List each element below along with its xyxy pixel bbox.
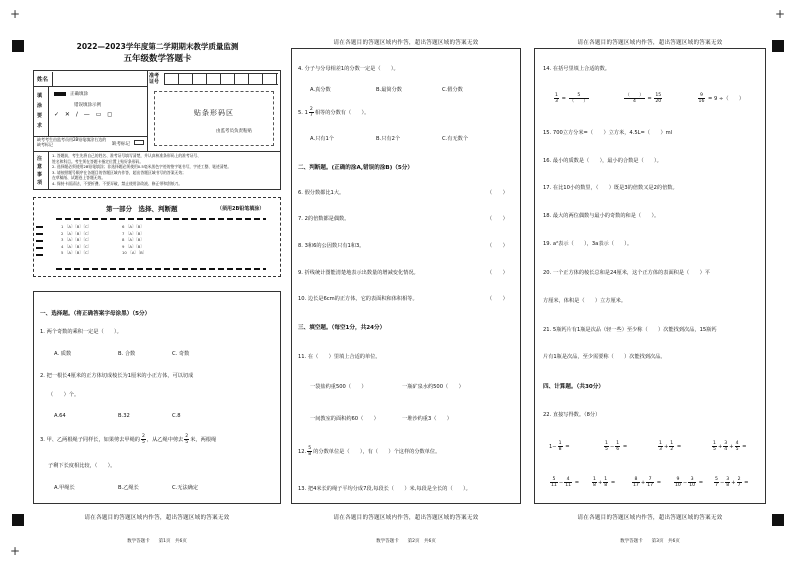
question-16: 16. 最小的质数是（ ），最小的合数是（ ）。 bbox=[543, 158, 662, 164]
wrong-fill-samples: ✓ ✕ ∕ — ▭ ◻ bbox=[54, 111, 115, 118]
calc-6[interactable]: $\frac{1}{8}$ + $\frac{1}{8}$ = bbox=[593, 477, 616, 488]
judge-6-answer[interactable]: （ ） bbox=[487, 190, 508, 196]
judge-6: 6. 假分数都比1大。 bbox=[298, 190, 345, 196]
question-3-line2: 子剩下长度相比较，（ ）。 bbox=[48, 463, 116, 469]
page3-bottom-notice: 请在各题目的答题区域内作答，超出答题区域的答案无效 bbox=[577, 515, 723, 521]
name-field[interactable] bbox=[52, 72, 147, 86]
absent-mark-box[interactable] bbox=[134, 140, 144, 145]
bubble-row[interactable]: 3 〔A〕〔B〕〔C〕 bbox=[61, 237, 92, 242]
calc-5[interactable]: $\frac{5}{11}$ − $\frac{4}{11}$ = bbox=[551, 477, 580, 488]
calc-7[interactable]: $\frac{8}{17}$ + $\frac{7}{17}$ = bbox=[633, 477, 662, 488]
q4-option-a: A.真分数 bbox=[310, 87, 331, 93]
section2-title: 二、判断题。(正确的涂A,错误的涂B)（5分） bbox=[298, 165, 413, 171]
wrong-fill-label: 错误填涂示例 bbox=[74, 103, 101, 108]
q3-fraction-1: $\frac{2}{5}$ bbox=[141, 434, 145, 445]
judge-7-answer[interactable]: （ ） bbox=[487, 216, 508, 222]
bubble-row[interactable]: 2 〔A〕〔B〕〔C〕 bbox=[61, 230, 92, 236]
calc-3[interactable]: $\frac{1}{3}$ + $\frac{1}{2}$ = bbox=[659, 441, 682, 452]
q1-option-a: A. 质数 bbox=[54, 351, 72, 357]
q5-option-b: B.只有2个 bbox=[376, 136, 401, 142]
student-info-panel bbox=[33, 70, 281, 190]
q11-item-4[interactable]: 一堆沙约重3（ ） bbox=[402, 416, 452, 422]
question-4: 4. 分子与分母相差1的分数一定是（ ）。 bbox=[298, 66, 399, 72]
q11-item-1[interactable]: 一袋盐约重500（ ） bbox=[310, 384, 367, 390]
question-21-line2: 片有1瓶是次品，至少需要称（ ）次能找到次品。 bbox=[543, 354, 666, 360]
question-17: 17. 在比10小的数里，（ ）既是3的倍数又是2的倍数。 bbox=[543, 185, 678, 191]
q4-option-c: C.假分数 bbox=[442, 87, 463, 93]
question-21-line1: 21. 5瓶钙片有1瓶是次品（轻一些）至少称（ ）次能找到次品，15瓶钙 bbox=[543, 327, 717, 333]
q2-option-b: B.32 bbox=[118, 413, 130, 419]
part1-panel bbox=[33, 197, 281, 277]
bubbles-judge[interactable] bbox=[122, 224, 147, 257]
q5-option-a: A.只有1个 bbox=[310, 136, 334, 142]
page3-top-notice: 请在各题目的答题区域内作答，超出答题区域的答案无效 bbox=[577, 40, 723, 46]
q12-fraction: $\frac{5}{8}$ bbox=[308, 446, 312, 457]
col2-answer-panel bbox=[291, 48, 521, 504]
calc-4[interactable]: $\frac{1}{5}$ + $\frac{3}{4}$ + $\frac{4}{5}$ = bbox=[713, 441, 747, 452]
question-18: 18. 最大的两位偶数与最小的奇数的和是（ ）。 bbox=[543, 213, 660, 219]
col1-answer-panel bbox=[33, 291, 281, 504]
note-line: 姓名和科目。考生须在答题卡指定位置上贴好条形码。 bbox=[52, 158, 144, 164]
question-15: 15. 700立方分米=（ ）立方米，4.5L=（ ）ml bbox=[543, 130, 673, 136]
name-label: 姓名 bbox=[37, 77, 49, 83]
page2-footer: 数学答题卡 第2页 共6页 bbox=[376, 539, 436, 544]
q5-whole: 1 bbox=[304, 110, 308, 116]
note-line: 在草稿纸、试题卷上答题无效。 bbox=[52, 175, 106, 181]
barcode-area bbox=[154, 91, 274, 146]
bubble-row[interactable]: 10 〔A〕〔B〕 bbox=[122, 250, 147, 255]
bubble-row[interactable]: 8 〔A〕〔B〕 bbox=[122, 237, 145, 242]
question-22: 22. 直接写得数。（8分） bbox=[543, 412, 601, 418]
registration-mark-top-right bbox=[772, 40, 784, 52]
question-20-line1: 20. 一个正方体的棱长总和是24厘米，这个正方体的表面积是（ ）平 bbox=[543, 270, 710, 276]
question-19: 19. a²表示（ ），3a表示（ ）。 bbox=[543, 241, 633, 247]
q3-option-b: B.乙绳长 bbox=[118, 485, 139, 491]
crop-mark-bottom-left: + bbox=[10, 544, 21, 558]
calc-2[interactable]: $\frac{1}{5}$ − $\frac{1}{6}$ = bbox=[605, 441, 628, 452]
q2-option-a: A.64 bbox=[54, 413, 66, 419]
q3-option-a: A.甲绳长 bbox=[54, 485, 75, 491]
q3-fraction-2: $\frac{2}{5}$ bbox=[185, 434, 189, 445]
q14-tail: 9 ÷（ ） bbox=[714, 96, 745, 102]
q3-text-a: 3. 甲、乙两根绳子同样长，如果剪去甲绳的 bbox=[40, 437, 140, 443]
fill-requirements-label: 填涂要求 bbox=[37, 93, 43, 129]
q14-frac-2b: $\frac{15}{20}$ bbox=[655, 93, 662, 104]
q14-frac-3a: $\frac{9}{16}$ bbox=[698, 93, 705, 104]
part1-title: 第一部分 选择、判断题 bbox=[106, 205, 178, 213]
bubble-row[interactable]: 5 〔A〕〔B〕〔C〕 bbox=[61, 250, 92, 255]
section3-title: 三、填空题。（每空1分，共24分） bbox=[298, 325, 386, 331]
judge-10: 10. 边长是6cm的正方体，它的表面积和体积相等。 bbox=[298, 296, 418, 302]
page1-bottom-notice: 请在各题目的答题区域内作答，超出答题区域的答案无效 bbox=[84, 515, 230, 521]
q14-frac-1b: $\frac{5}{( )}$ bbox=[569, 93, 588, 104]
note-line: 1. 答题前，考生先将自己的姓名、准考证号填写清楚，并认真核准条形码上的准考证号、 bbox=[52, 153, 202, 158]
q1-option-c: C. 奇数 bbox=[172, 351, 190, 357]
question-12 bbox=[298, 446, 440, 457]
q14-frac-2a: $\frac{( )}{4}$ bbox=[625, 93, 644, 104]
q5-text: 相等的分数有（ ）。 bbox=[314, 110, 370, 116]
q4-option-b: B.最简分数 bbox=[376, 87, 402, 93]
judge-9-answer[interactable]: （ ） bbox=[487, 270, 508, 276]
registration-mark-top-left bbox=[12, 40, 24, 52]
card-title: 2022—2023学年度第二学期期末教学质量监测 bbox=[76, 42, 239, 51]
calc-9[interactable]: $\frac{5}{7}$ − $\frac{3}{8}$ + $\frac{2}{7}$ = bbox=[715, 477, 749, 488]
page3-footer: 数学答题卡 第3页 共6页 bbox=[620, 539, 680, 544]
page1-footer: 数学答题卡 第1页 共6页 bbox=[127, 539, 187, 544]
q12-number: 12. bbox=[298, 449, 307, 455]
registration-mark-bottom-left bbox=[12, 514, 24, 526]
note-line: 3. 请按照题号顺序在各题目的答题区域内作答，超出答题区域书写的答案无效； bbox=[52, 169, 186, 175]
judge-7: 7. 2的倍数都是偶数。 bbox=[298, 216, 350, 222]
note-line: 2. 选择题必须使用2B铅笔填涂；非选择题必须使用0.5毫米黑色字迹的签字笔书写，字迹工整、笔迹清楚。 bbox=[52, 164, 232, 170]
bubble-row[interactable]: 1 〔A〕〔B〕〔C〕 bbox=[61, 224, 92, 229]
bubble-row[interactable]: 4 〔A〕〔B〕〔C〕 bbox=[61, 243, 92, 249]
absent-note: 缺考考生由监考员用2B铅笔填涂右边的缺考标记 bbox=[37, 137, 107, 147]
q2-option-c: C.8 bbox=[172, 413, 181, 419]
question-5 bbox=[298, 107, 369, 118]
calc-8[interactable]: $\frac{9}{10}$ − $\frac{3}{10}$ = bbox=[675, 477, 704, 488]
question-2-line2: （ ）个。 bbox=[48, 392, 80, 398]
note-line: 4. 保持卡面清洁，不要折叠、不要弄破，禁止使用涂改液、修正带和刮纸刀。 bbox=[52, 180, 183, 186]
question-1: 1. 两个奇数的乘积一定是（ ）。 bbox=[40, 329, 122, 335]
judge-9: 9. 折线统计图能清楚地表示出数量的增减变化情况。 bbox=[298, 270, 419, 276]
q3-text-b: ，从乙绳中剪去 bbox=[146, 437, 184, 443]
exam-no-label: 准考证号 bbox=[149, 73, 160, 85]
q5-option-c: C.有无数个 bbox=[442, 136, 469, 142]
col3-answer-panel bbox=[534, 48, 766, 504]
bubbles-choice[interactable] bbox=[61, 224, 91, 257]
question-2-line1: 2. 把一根长4厘米的正方体切成棱长为1厘米的小正方体，可以切成 bbox=[40, 373, 194, 379]
notes-label: 注意事项 bbox=[37, 156, 43, 186]
barcode-label: 贴条形码区 bbox=[194, 109, 234, 117]
q3-text-c: 米，两根绳 bbox=[190, 437, 217, 443]
q12-text: 的分数单位是（ ），有（ ）个这样的分数单位。 bbox=[313, 449, 441, 455]
question-11: 11. 在（ ）里填上合适的单位。 bbox=[298, 354, 381, 360]
notes-list bbox=[52, 153, 278, 187]
page2-top-notice: 请在各题目的答题区域内作答，超出答题区域的答案无效 bbox=[333, 40, 479, 46]
q3-option-c: C.无法确定 bbox=[172, 485, 199, 491]
correct-fill-label: 正确填涂 bbox=[70, 92, 88, 97]
q14-frac-1a: $\frac{1}{3}$ bbox=[555, 93, 558, 104]
card-subtitle: 五年级数学答题卡 bbox=[123, 54, 192, 64]
crop-mark-top-right: + bbox=[775, 7, 786, 21]
judge-8: 8. 3和6的公因数只有1和3。 bbox=[298, 243, 365, 249]
q11-item-2[interactable]: 一瓶矿泉水约500（ ） bbox=[402, 384, 464, 390]
page2-bottom-notice: 请在各题目的答题区域内作答，超出答题区域的答案无效 bbox=[333, 515, 479, 521]
q5-number: 5. bbox=[298, 110, 303, 116]
bubble-row[interactable]: 7 〔A〕〔B〕 bbox=[122, 230, 145, 236]
q14-equation-row[interactable]: $\frac{1}{3}$ = $\frac{5}{( )}$ $\frac{( )}{4}$ = $\frac{15}{20}$ $\frac{9}{16}$ = 9 ÷（ ） bbox=[555, 93, 745, 104]
q11-item-3[interactable]: 一间教室的面积约60（ ） bbox=[310, 416, 379, 422]
judge-10-answer[interactable]: （ ） bbox=[487, 296, 508, 302]
timing-marks-top bbox=[56, 218, 266, 220]
absent-mark-label: 缺考标记 bbox=[112, 142, 130, 147]
judge-8-answer[interactable]: （ ） bbox=[487, 243, 508, 249]
q5-fraction: $\frac{2}{7}$ bbox=[309, 107, 313, 118]
bubble-row[interactable]: 9 〔A〕〔B〕 bbox=[122, 243, 145, 249]
question-20-line2: 方厘米，体积是（ ）立方厘米。 bbox=[543, 298, 627, 304]
section4-title: 四、计算题。（共30分） bbox=[543, 384, 604, 390]
registration-mark-bottom-right bbox=[772, 514, 784, 526]
part1-note: （须用2B铅笔填涂） bbox=[217, 206, 265, 212]
section1-title: 一、选择题。（将正确答案字母涂黑）（5分） bbox=[40, 311, 151, 317]
correct-fill-sample bbox=[54, 92, 66, 96]
exam-no-boxes[interactable] bbox=[164, 73, 278, 85]
question-3-line1 bbox=[40, 434, 216, 445]
question-14: 14. 在括号里填上合适的数。 bbox=[543, 66, 610, 72]
calc-1[interactable]: 1− $\frac{1}{8}$ = bbox=[549, 441, 570, 452]
barcode-note: 由监考员负责粘贴 bbox=[216, 129, 252, 134]
timing-marks-bottom bbox=[56, 268, 266, 270]
bubble-row[interactable]: 6 〔A〕〔B〕 bbox=[122, 224, 145, 229]
crop-mark-top-left: + bbox=[10, 7, 21, 21]
question-13: 13. 把4米长的绳子平均分成7段,每段长（ ）米,每段是全长的（ ）。 bbox=[298, 486, 471, 492]
q1-option-b: B. 合数 bbox=[118, 351, 136, 357]
